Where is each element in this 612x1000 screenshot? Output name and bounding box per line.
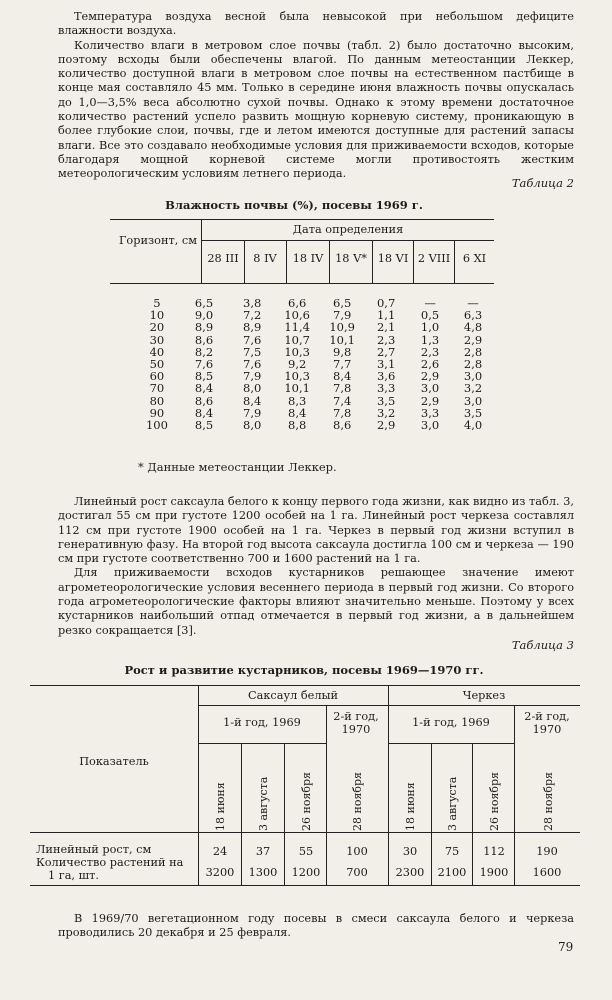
table2-row bbox=[136, 358, 494, 370]
table2-top-rule bbox=[110, 219, 494, 220]
middle-paragraph-2: Для приживаемости всходов кустарников решающее значение имеют агрометеорологические условия весеннего периода в первый год жизни. Со второго года агрометеорологические факторы влияют значительно меньше. Поэтому у всех кустарников наибольший отпад отмечается в первый год жизни, а в дальнейшем резко сокращается [3]. bbox=[58, 566, 574, 637]
table2-value-cell: 9,2 bbox=[288, 357, 307, 372]
table2-value-cell: 1,3 bbox=[420, 332, 440, 347]
table2-value-cell: 7,6 bbox=[243, 332, 262, 347]
table2-horizon-cell: 20 bbox=[149, 320, 165, 335]
table2-row bbox=[136, 395, 494, 407]
table3-value-cell: 24 bbox=[212, 845, 228, 858]
table2-value-cell: 8,6 bbox=[194, 332, 214, 347]
table3-value-cell: 1300 bbox=[248, 866, 278, 879]
table3-value-cell: 1600 bbox=[532, 866, 562, 879]
table2-value-cell: 2,9 bbox=[420, 393, 440, 408]
table3-value-cell: 30 bbox=[402, 845, 418, 858]
table2-value-cell: 2,8 bbox=[463, 344, 483, 359]
table3-row-label-count-unit: 1 га, шт. bbox=[48, 869, 99, 882]
table3-year-rule bbox=[198, 743, 326, 744]
table3-date-8: 28 ноября bbox=[542, 772, 555, 831]
table3-date-4: 28 ноября bbox=[351, 772, 364, 831]
table2-value-cell: 3,6 bbox=[376, 369, 396, 384]
table2-row bbox=[136, 407, 494, 419]
table2-value-cell: 3,0 bbox=[420, 381, 440, 396]
table2-value-cell: 4,0 bbox=[463, 418, 483, 433]
table2-value-cell: 8,9 bbox=[243, 320, 262, 335]
table3-bottom-rule bbox=[30, 885, 580, 886]
table2-header-bottom-rule bbox=[110, 283, 494, 284]
table2-value-cell: 3,3 bbox=[420, 405, 440, 420]
table2-value-cell: 7,9 bbox=[243, 405, 262, 420]
table2-value-cell: 8,4 bbox=[243, 393, 262, 408]
table2-value-cell: 10,1 bbox=[329, 332, 355, 347]
table3-date-6: 3 августа bbox=[446, 776, 459, 831]
table2-value-cell: 3,2 bbox=[376, 405, 396, 420]
table2-value-cell: 2,6 bbox=[420, 357, 440, 372]
table2-value-cell: 2,3 bbox=[420, 344, 440, 359]
table2-value-cell: 10,3 bbox=[284, 344, 310, 359]
table3-value-cell: 190 bbox=[536, 845, 558, 858]
table2-value-cell: 7,9 bbox=[243, 369, 262, 384]
table2-value-cell: 7,7 bbox=[333, 357, 352, 372]
table2-footnote: * Данные метеостанции Леккер. bbox=[138, 460, 337, 474]
table2-value-cell: 7,9 bbox=[333, 308, 352, 323]
table2-value-cell: 3,8 bbox=[243, 296, 262, 310]
table3-value-cell: 3200 bbox=[205, 866, 235, 879]
table2-value-cell: 10,9 bbox=[329, 320, 355, 335]
table2-value-cell: 8,5 bbox=[194, 369, 214, 384]
table3-species-1-year2: 2-й год, 1970 bbox=[333, 710, 379, 736]
table3-species-2: Черкез bbox=[462, 689, 506, 702]
table3-value-cell: 700 bbox=[346, 866, 368, 879]
table2-value-cell: 8,2 bbox=[194, 344, 214, 359]
table2-value-cell: 3,0 bbox=[463, 369, 483, 384]
middle-paragraph-1: Линейный рост саксаула белого к концу первого года жизни, как видно из табл. 3, достигал 55 см при густоте 1200 особей на 1 га. Линейный рост черкеза составлял 112 см при густоте 1900 особей на 1 га. Черкез в первый год жизни вступил в генеративную фазу. На второй год высота саксаула достигла 100 см и черкеза — 190 см при густоте соответственно 700 и 1600 растений на 1 га. bbox=[58, 495, 574, 566]
table2-row bbox=[136, 309, 494, 321]
table2-row bbox=[136, 297, 494, 309]
table2-value-cell: 10,3 bbox=[284, 369, 310, 384]
table2-value-cell: 10,7 bbox=[284, 332, 310, 347]
intro-paragraph-1: Температура воздуха весной была невысокой при небольшом дефиците влажности воздуха. bbox=[58, 10, 574, 38]
table2-value-cell: — bbox=[424, 296, 436, 310]
table2-value-cell: 3,1 bbox=[376, 357, 396, 372]
table2-value-cell: 3,2 bbox=[463, 381, 483, 396]
table2-value-cell: 10,6 bbox=[284, 308, 310, 323]
table2-value-cell: 6,5 bbox=[194, 296, 214, 310]
table2-title: Влажность почвы (%), посевы 1969 г. bbox=[165, 198, 423, 212]
table2-value-cell: 8,0 bbox=[243, 418, 262, 433]
table2-value-cell: 8,3 bbox=[288, 393, 307, 408]
table3-col-divider bbox=[431, 743, 432, 885]
table2-body bbox=[136, 297, 494, 431]
table2-value-cell: 0,7 bbox=[376, 296, 396, 310]
table2-row bbox=[136, 382, 494, 394]
table2-value-cell: 8,9 bbox=[194, 320, 214, 335]
table2-horizon-cell: 60 bbox=[149, 369, 165, 384]
table2-value-cell: 8,6 bbox=[333, 418, 352, 433]
table3-top-rule bbox=[30, 685, 580, 686]
page-number: 79 bbox=[558, 940, 574, 954]
table2-row bbox=[136, 370, 494, 382]
table2-value-cell: 3,5 bbox=[376, 393, 396, 408]
table3-value-cell: 37 bbox=[255, 845, 271, 858]
final-text bbox=[58, 912, 574, 941]
table2-value-cell: 8,4 bbox=[194, 381, 214, 396]
table2-value-cell: 8,4 bbox=[333, 369, 352, 384]
table2-value-cell: 3,5 bbox=[463, 405, 483, 420]
table2-value-cell: 7,8 bbox=[333, 381, 352, 396]
table2-value-cell: 2,9 bbox=[376, 418, 396, 433]
table3-row-labels bbox=[36, 843, 198, 882]
table2-value-cell: 8,5 bbox=[194, 418, 214, 433]
table2-date-col-3: 18 IV bbox=[292, 252, 324, 265]
table2-value-cell: 9,0 bbox=[194, 308, 214, 323]
table2-value-cell: 9,8 bbox=[333, 344, 352, 359]
middle-text bbox=[58, 495, 574, 638]
table3-col-divider bbox=[472, 743, 473, 885]
table2-value-cell: 8,4 bbox=[194, 405, 214, 420]
table2-horizon-cell: 90 bbox=[149, 405, 165, 420]
table2-value-cell: 2,3 bbox=[376, 332, 396, 347]
table2-value-cell: 10,1 bbox=[284, 381, 310, 396]
table2-value-cell: 7,6 bbox=[243, 357, 262, 372]
table3-value-cell: 2300 bbox=[395, 866, 425, 879]
final-paragraph: В 1969/70 вегетационном году посевы в смеси саксаула белого и черкеза проводились 20 декабря и 25 февраля. bbox=[58, 912, 574, 940]
table3-value-cell: 75 bbox=[444, 845, 460, 858]
table2-horizon-cell: 10 bbox=[149, 308, 165, 323]
table3-date-5: 18 июня bbox=[404, 782, 417, 831]
table3-date-7: 26 ноября bbox=[488, 772, 501, 831]
table3-col-divider bbox=[284, 743, 285, 885]
table2-value-cell: 11,4 bbox=[284, 320, 310, 335]
table2-label: Таблица 2 bbox=[511, 176, 574, 190]
table2-row bbox=[136, 346, 494, 358]
table2-date-col-4: 18 V* bbox=[335, 252, 367, 265]
table3-header-bottom-rule bbox=[30, 832, 580, 833]
table2-date-col-7: 6 XI bbox=[462, 252, 487, 265]
table2-row bbox=[136, 321, 494, 333]
table3-indicator-header: Показатель bbox=[79, 755, 149, 768]
table2-value-cell: 2,1 bbox=[376, 320, 396, 335]
table3-value-cell: 2100 bbox=[437, 866, 467, 879]
table2-value-cell: 0,5 bbox=[420, 308, 440, 323]
table3-species-2-year1: 1-й год, 1969 bbox=[412, 716, 490, 729]
table3-date-3: 26 ноября bbox=[300, 772, 313, 831]
table2-value-cell: 2,9 bbox=[420, 369, 440, 384]
table2-value-cell: 1,0 bbox=[420, 320, 440, 335]
table3-species-2-year2: 2-й год, 1970 bbox=[524, 710, 570, 736]
table2-value-cell: 8,6 bbox=[194, 393, 214, 408]
table3-species-rule bbox=[198, 705, 580, 706]
table2-value-cell: 4,8 bbox=[463, 320, 483, 335]
table3-value-cell: 55 bbox=[298, 845, 314, 858]
table3-species-1: Саксаул белый bbox=[247, 689, 339, 702]
table2-value-cell: 8,4 bbox=[288, 405, 307, 420]
table2-value-cell: 8,0 bbox=[243, 381, 262, 396]
table2-horizon-cell: 50 bbox=[149, 357, 165, 372]
table3-row-label-count: Количество растений на bbox=[36, 856, 184, 869]
table2-subheader-rule bbox=[202, 240, 494, 241]
table2-value-cell: 3,0 bbox=[463, 393, 483, 408]
table2-value-cell: 6,5 bbox=[333, 296, 352, 310]
table2-horizon-cell: 5 bbox=[153, 296, 161, 310]
table2-date-col-2: 8 IV bbox=[253, 252, 277, 265]
table2-date-col-5: 18 VI bbox=[377, 252, 409, 265]
table3-date-1: 18 июня bbox=[214, 782, 227, 831]
table2-value-cell: 7,2 bbox=[243, 308, 262, 323]
table2-value-cell: 7,4 bbox=[333, 393, 352, 408]
table2-value-cell: 2,8 bbox=[463, 357, 483, 372]
table2-horizon-cell: 30 bbox=[149, 332, 165, 347]
intro-paragraph-2: Количество влаги в метровом слое почвы (табл. 2) было достаточно высоким, поэтому всходы были обеспечены влагой. По данным метеостанции Леккер, количество доступной влаги в метровом слое почвы на естественном пастбище в конце мая составляло 45 мм. Только в середине июня влажность почвы опускалась до 1,0—3,5% веса абсолютно сухой почвы. Однако к этому времени достаточное количество растений успело развить мощную корневую систему, проникающую в более глубокие слои, почвы, где и летом имеются доступные для растений запасы влаги. Все это создавало необходимые условия для приживаемости всходов, которые благодаря мощной корневой системе могли противостоять жестким метеорологическим условиям летнего периода. bbox=[58, 38, 574, 181]
table3-value-cell: 100 bbox=[346, 845, 368, 858]
table2-value-cell: 6,3 bbox=[463, 308, 483, 323]
table3-title: Рост и развитие кустарников, посевы 1969—1970 гг. bbox=[124, 663, 484, 677]
table2-date-group-header: Дата определения bbox=[292, 223, 404, 236]
table2-horizon-cell: 80 bbox=[149, 393, 165, 408]
table2-value-cell: 2,7 bbox=[376, 344, 396, 359]
table2-date-col-6: 2 VIII bbox=[417, 252, 451, 265]
table3-label: Таблица 3 bbox=[511, 638, 574, 652]
table2-date-col-1: 28 III bbox=[207, 252, 239, 265]
table3-row-label-growth: Линейный рост, см bbox=[36, 843, 152, 856]
table2-horizon-cell: 40 bbox=[149, 344, 165, 359]
table2-value-cell: 6,6 bbox=[288, 296, 307, 310]
table2-value-cell: 2,9 bbox=[463, 332, 483, 347]
table3-value-cell: 1200 bbox=[291, 866, 321, 879]
table3-value-cell: 1900 bbox=[479, 866, 509, 879]
table3-species-1-year1: 1-й год, 1969 bbox=[223, 716, 301, 729]
table3-year-rule bbox=[388, 743, 514, 744]
table2-value-cell: 7,5 bbox=[243, 344, 262, 359]
table2-value-cell: — bbox=[467, 296, 479, 310]
table2-row bbox=[136, 419, 494, 431]
table2-horizon-header: Горизонт, см bbox=[118, 234, 198, 247]
intro-text bbox=[58, 10, 574, 182]
table3-col-divider bbox=[241, 743, 242, 885]
table2-horizon-cell: 100 bbox=[145, 418, 168, 433]
table2-row bbox=[136, 334, 494, 346]
table2-value-cell: 1,1 bbox=[376, 308, 396, 323]
table2-value-cell: 7,6 bbox=[194, 357, 214, 372]
table3-value-cell: 112 bbox=[483, 845, 505, 858]
table2-value-cell: 8,8 bbox=[288, 418, 307, 433]
table2-value-cell: 7,8 bbox=[333, 405, 352, 420]
table2-horizon-cell: 70 bbox=[149, 381, 165, 396]
table2-value-cell: 3,3 bbox=[376, 381, 396, 396]
table3-date-2: 3 августа bbox=[257, 776, 270, 831]
table2-value-cell: 3,0 bbox=[420, 418, 440, 433]
